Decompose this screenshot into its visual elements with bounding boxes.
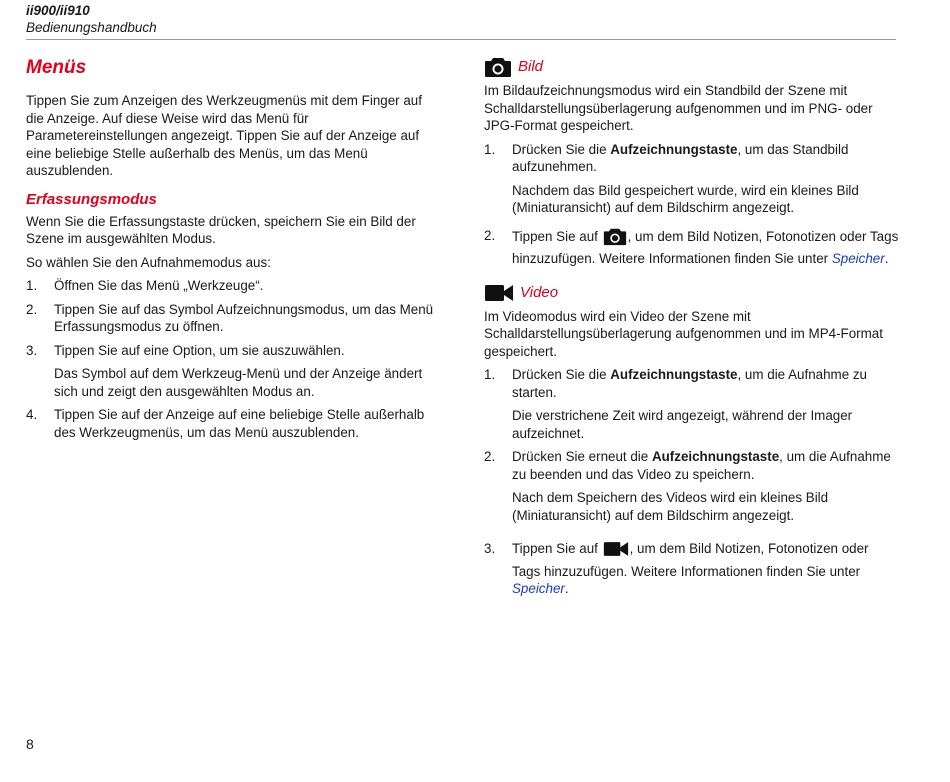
speicher-link[interactable]: Speicher [831,251,885,266]
video-steps [484,366,899,598]
list-item [484,141,899,217]
step-note: Das Symbol auf dem Werkzeug-Menü und der Anzeige ändert sich und zeigt den ausgewählten Modus an. [54,366,423,399]
list-item [26,406,441,441]
step-text: , um dem Bild Notizen, Fotonotizen oder Tags hinzuzufügen. Weitere Informationen finden Sie unter [512,228,899,266]
step-text: Drücken Sie erneut die [512,449,652,464]
model-name: ii900/ii910 [26,3,90,18]
step-text: Drücken Sie die [512,141,611,157]
step-text: , um die Aufnahme zu beenden und das Video zu speichern. [512,449,891,482]
step-text: . [564,581,569,596]
record-key-label: Aufzeichnungstaste [610,141,738,157]
capture-mode-description: Wenn Sie die Erfassungstaste drücken, speichern Sie ein Bild der Szene im ausgewählten Modus. [26,213,416,246]
video-intro: Im Videomodus wird ein Video der Szene mit Schalldarstellungsüberlagerung aufgenommen und im MP4-Format gespeichert. [484,308,883,359]
step-text: . [884,251,889,266]
record-key-label: Aufzeichnungstaste [651,449,780,464]
step-number: 4. [26,407,38,422]
step-note: Die verstrichene Zeit wird angezeigt, während der Imager aufzeichnet. [512,408,853,441]
step-number: 2. [26,301,38,317]
list-item [26,277,441,295]
step-number: 2. [484,227,496,243]
subsection-title-capture-mode: Erfassungsmodus [26,190,157,208]
list-item [484,448,899,524]
step-text: Tippen Sie auf eine Option, um sie auszuwählen. [54,342,345,358]
left-column [26,56,441,447]
section-title-video [484,282,899,304]
record-key-label: Aufzeichnungstaste [610,367,738,382]
step-text: Tippen Sie auf das Symbol Aufzeichnungsmodus, um das Menü Erfassungsmodus zu öffnen. [54,301,434,334]
section-title-bild [484,56,899,78]
bild-intro: Im Bildaufzeichnungsmodus wird ein Standbild der Szene mit Schalldarstellungsüberlagerung aufgenommen und im PNG- oder JPG-Format gespeichert. [484,83,873,133]
step-text: Tippen Sie auf der Anzeige auf eine beliebige Stelle außerhalb des Werkzeugmenüs, um das Menü auszublenden. [54,407,425,440]
capture-mode-howto: So wählen Sie den Aufnahmemodus aus: [26,254,271,270]
step-text: Öffnen Sie das Menü „Werkzeuge“. [54,278,264,293]
capture-mode-steps [26,277,441,441]
video-title: Video [520,283,559,301]
step-text: , um dem Bild Notizen, Fotonotizen oder Tags hinzuzufügen. Weitere Informationen finden Sie unter [512,541,869,579]
step-number: 3. [484,541,496,556]
step-number: 3. [26,342,38,358]
step-text: Drücken Sie die [512,367,611,382]
video-camera-icon [603,540,629,563]
step-note: Nachdem das Bild gespeichert wurde, wird ein kleines Bild (Miniaturansicht) auf dem Bildschirm angezeigt. [512,182,859,215]
step-text: Tippen Sie auf [512,541,602,556]
camera-icon [603,227,627,251]
header-divider [26,39,896,40]
bild-steps [484,141,899,268]
menus-intro: Tippen Sie zum Anzeigen des Werkzeugmenüs mit dem Finger auf die Anzeige. Auf diese Weise wird das Menü für Parametereinstellungen angezeigt. Tippen Sie auf der Anzeige auf eine beliebige Stelle außerhalb des Menüs, um das Menü auszublenden. [26,93,422,178]
step-number: 1. [484,141,496,157]
list-item [26,301,441,336]
camera-icon [484,56,512,78]
document-title: Bedienungshandbuch [26,20,157,35]
page-header [26,2,896,36]
page-number: 8 [26,736,34,752]
list-item [484,227,899,268]
video-camera-icon [484,283,514,303]
step-number: 2. [484,449,496,464]
bild-title: Bild [518,58,544,75]
list-item [484,366,899,442]
list-item [26,342,441,401]
speicher-link[interactable]: Speicher [512,581,565,596]
step-text: , um die Aufnahme zu starten. [512,367,868,400]
step-number: 1. [26,278,38,293]
step-note: Nach dem Speichern des Videos wird ein kleines Bild (Miniaturansicht) auf dem Bildschirm angezeigt. [512,490,829,523]
step-number: 1. [484,367,496,382]
step-text: , um das Standbild aufzunehmen. [512,141,849,174]
list-item [484,540,899,598]
right-column [484,56,899,604]
section-title-menus: Menüs [26,57,87,78]
step-text: Tippen Sie auf [512,228,602,244]
